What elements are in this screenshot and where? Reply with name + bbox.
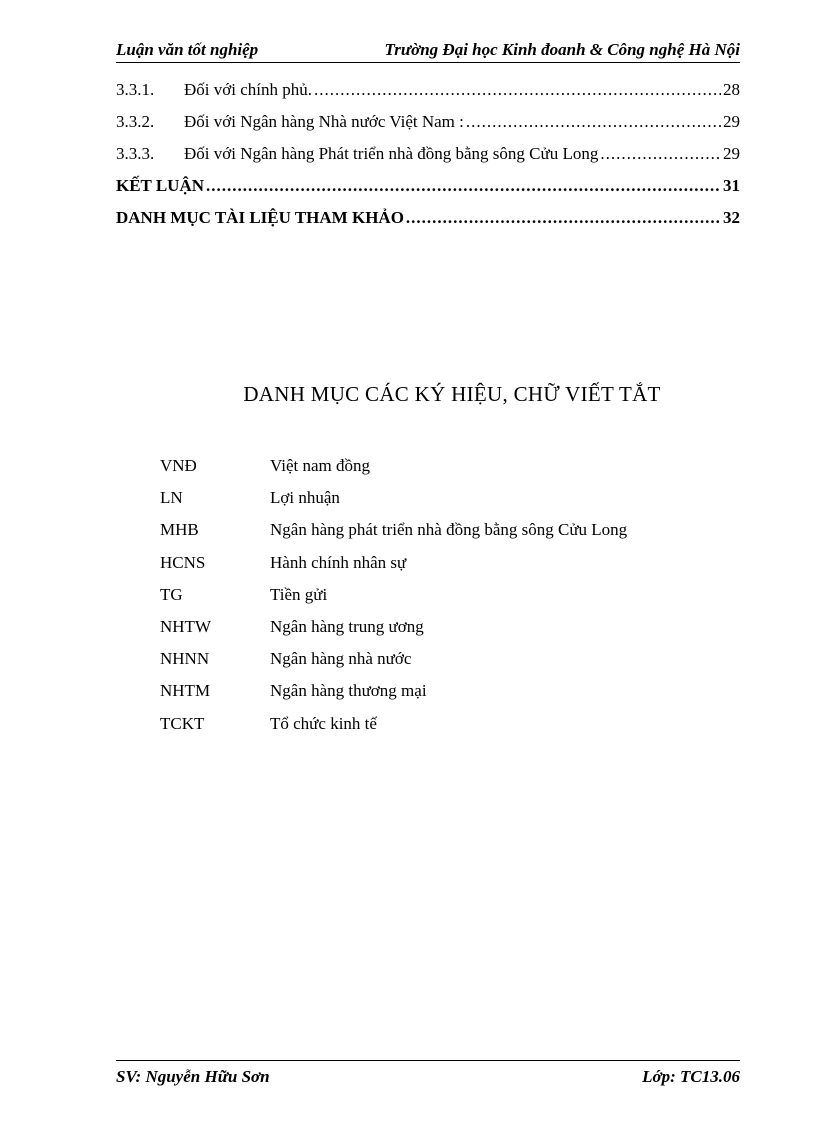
abbreviation-code: VNĐ — [160, 456, 197, 476]
toc-entry-conclusion[interactable] — [116, 166, 740, 196]
abbreviation-meaning: Ngân hàng thương mại — [270, 681, 427, 701]
header-thesis-label: Luận văn tốt nghiệp — [116, 40, 259, 59]
toc-number: 3.3.3. — [116, 144, 155, 163]
toc-page-number: 31 — [723, 176, 740, 195]
footer-student-name: SV: Nguyễn Hữu Sơn — [116, 1067, 270, 1086]
list-item — [160, 547, 720, 579]
abbreviation-code: TCKT — [160, 713, 205, 733]
toc-leader-dots — [600, 144, 721, 164]
toc-page-number: 29 — [723, 112, 740, 131]
list-item — [160, 675, 720, 707]
toc-title: Đối với Ngân hàng Phát triển nhà đồng bằng sông Cửu Long — [184, 144, 599, 163]
abbreviation-meaning: Việt nam đồng — [270, 456, 371, 476]
toc-entry-references[interactable] — [116, 198, 740, 228]
toc-page-number: 28 — [723, 80, 740, 99]
toc-leader-dots — [406, 208, 721, 228]
toc-leader-dots — [206, 176, 721, 196]
abbreviation-code: TG — [160, 584, 183, 604]
toc-entry-3-3-1[interactable] — [116, 70, 740, 100]
abbreviation-code: NHTM — [160, 681, 211, 701]
toc-title: Đối với Ngân hàng Nhà nước Việt Nam : — [184, 112, 464, 131]
list-item — [160, 514, 720, 546]
abbreviation-code: MHB — [160, 520, 199, 540]
abbreviations-list — [160, 450, 720, 740]
list-item — [160, 579, 720, 611]
abbreviation-meaning: Hành chính nhân sự — [270, 552, 407, 572]
list-item — [160, 482, 720, 514]
abbreviation-meaning: Tiền gửi — [270, 584, 328, 604]
footer-class-code: Lớp: TC13.06 — [642, 1067, 740, 1086]
page-header — [116, 38, 740, 63]
page-footer — [116, 1060, 740, 1097]
abbreviation-code: LN — [160, 488, 183, 508]
abbreviation-code: NHNN — [160, 649, 210, 669]
toc-leader-dots — [314, 80, 721, 100]
toc-number: 3.3.2. — [116, 112, 155, 131]
toc-entry-3-3-2[interactable] — [116, 102, 740, 132]
toc-number: 3.3.1. — [116, 80, 155, 99]
list-item — [160, 450, 720, 482]
abbreviation-meaning: Tổ chức kinh tế — [270, 713, 377, 733]
abbreviation-meaning: Ngân hàng nhà nước — [270, 649, 412, 669]
list-item — [160, 643, 720, 675]
toc-page-number: 32 — [723, 208, 740, 227]
toc-title: DANH MỤC TÀI LIỆU THAM KHẢO — [116, 208, 404, 227]
abbreviation-code: NHTW — [160, 617, 211, 637]
list-item — [160, 708, 720, 740]
list-item — [160, 611, 720, 643]
abbreviation-meaning: Ngân hàng trung ương — [270, 617, 424, 637]
abbreviation-code: HCNS — [160, 552, 206, 572]
header-university-name: Trường Đại học Kinh đoanh & Công nghệ Hà Nội — [384, 40, 740, 59]
toc-title: KẾT LUẬN — [116, 176, 205, 195]
abbreviations-heading: DANH MỤC CÁC KÝ HIỆU, CHỮ VIẾT TẮT — [243, 382, 661, 406]
toc-leader-dots — [466, 112, 721, 132]
abbreviation-meaning: Ngân hàng phát triển nhà đồng bằng sông Cửu Long — [270, 520, 628, 540]
abbreviation-meaning: Lợi nhuận — [270, 488, 340, 508]
toc-entry-3-3-3[interactable] — [116, 134, 740, 164]
toc-page-number: 29 — [723, 144, 740, 163]
toc-title: Đối với chính phủ. — [184, 80, 312, 99]
